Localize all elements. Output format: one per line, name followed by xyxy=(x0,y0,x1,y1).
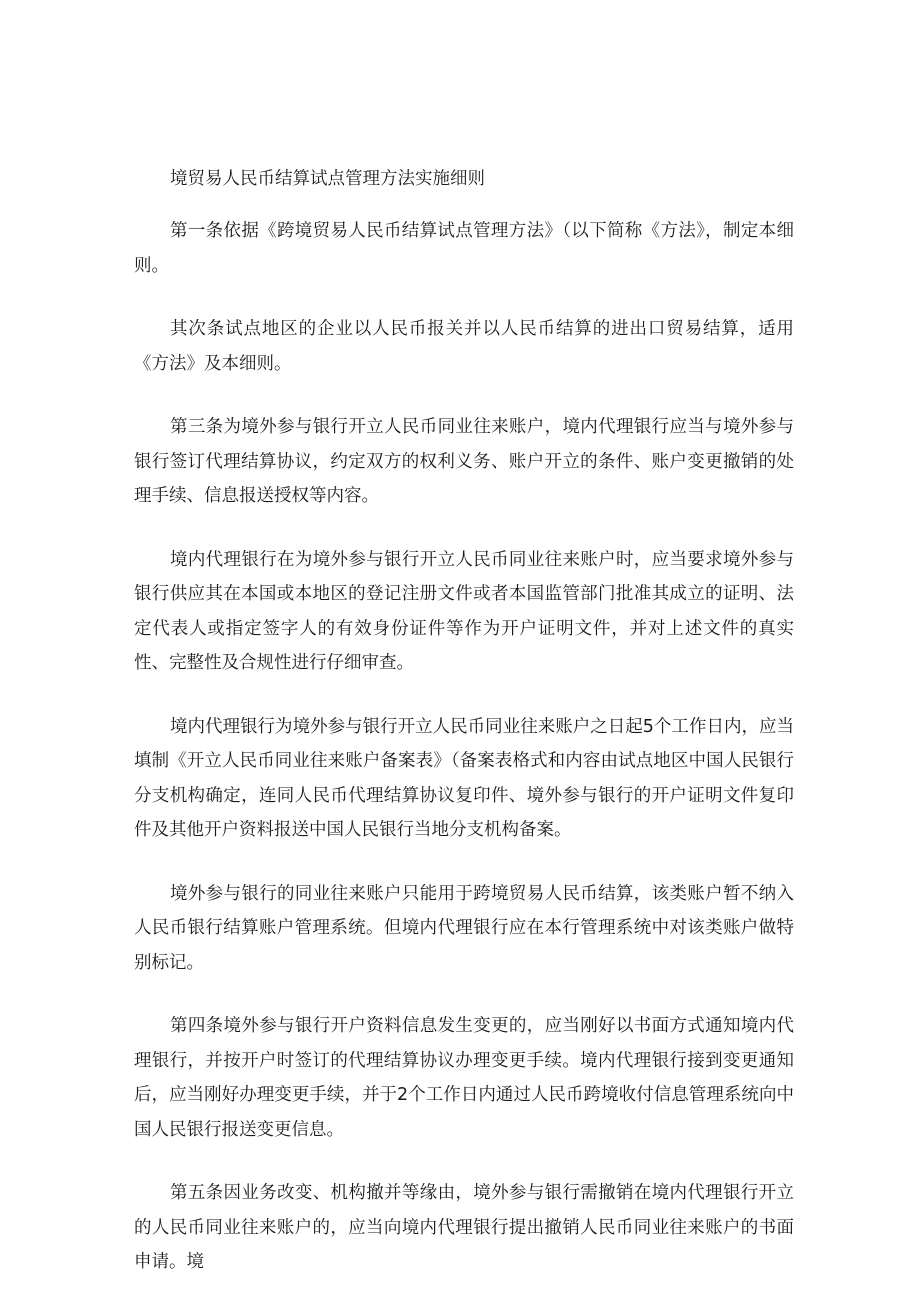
article-5-paragraph: 第五条因业务改变、机构撤并等缘由，境外参与银行需撤销在境内代理银行开立的人民币同业往来账户的，应当向境内代理银行提出撤销人民币同业往来账户的书面申请。境 xyxy=(134,1183,794,1272)
article-4-paragraph: 第四条境外参与银行开户资料信息发生变更的，应当刚好以书面方式通知境内代理银行，并按开户时签订的代理结算协议办理变更手续。境内代理银行接到变更通知后，应当刚好办理变更手续，并于2个工作日内通过人民币跨境收付信息管理系统向中国人民银行报送变更信息。 xyxy=(134,1016,794,1140)
article-3-paragraph: 第三条为境外参与银行开立人民币同业往来账户，境内代理银行应当与境外参与银行签订代理结算协议，约定双方的权利义务、账户开立的条件、账户变更撤销的处理手续、信息报送授权等内容。 xyxy=(134,417,794,506)
document-page xyxy=(134,163,794,1280)
document-title: 境贸易人民币结算试点管理方法实施细则 xyxy=(170,169,485,189)
article-1-paragraph: 第一条依据《跨境贸易人民币结算试点管理方法》（以下简称《方法》，制定本细则。 xyxy=(134,221,794,276)
account-opening-requirements-paragraph: 境内代理银行在为境外参与银行开立人民币同业往来账户时，应当要求境外参与银行供应其在本国或本地区的登记注册文件或者本国监管部门批准其成立的证明、法定代表人或指定签字人的有效身份证件等作为开户证明文件，并对上述文件的真实性、完整性及合规性进行仔细审查。 xyxy=(134,549,794,673)
article-2-paragraph: 其次条试点地区的企业以人民币报关并以人民币结算的进出口贸易结算，适用《方法》及本细则。 xyxy=(134,319,794,374)
account-filing-paragraph: 境内代理银行为境外参与银行开立人民币同业往来账户之日起5个工作日内，应当填制《开立人民币同业往来账户备案表》（备案表格式和内容由试点地区中国人民银行分支机构确定，连同人民币代理结算协议复印件、境外参与银行的开户证明文件复印件及其他开户资料报送中国人民银行当地分支机构备案。 xyxy=(134,716,794,840)
account-usage-paragraph: 境外参与银行的同业往来账户只能用于跨境贸易人民币结算，该类账户暂不纳入人民币银行结算账户管理系统。但境内代理银行应在本行管理系统中对该类账户做特别标记。 xyxy=(134,883,794,973)
